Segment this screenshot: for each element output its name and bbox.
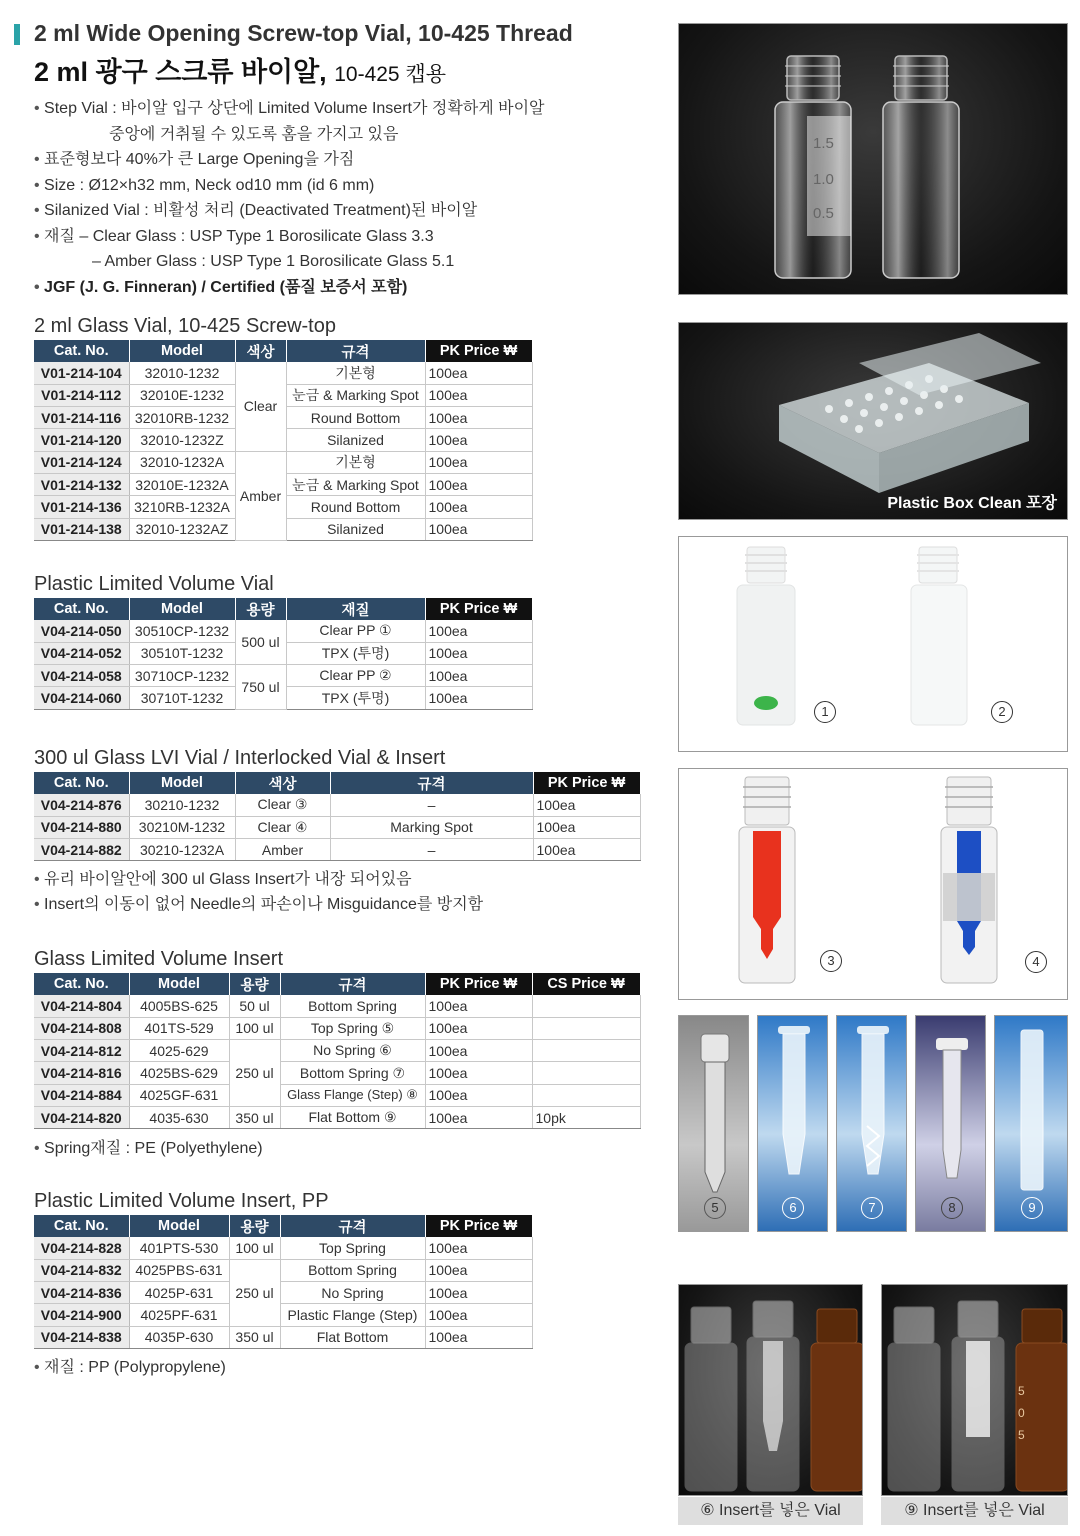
- cs-price: [532, 1017, 640, 1039]
- table-row: [34, 995, 640, 1017]
- spec: Silanized: [286, 429, 425, 451]
- table-row: [34, 362, 532, 384]
- model: 4025BS-629: [129, 1062, 229, 1084]
- cat-no: V04-214-876: [34, 794, 129, 816]
- cat-no: V04-214-060: [34, 687, 129, 709]
- cat-no: V04-214-884: [34, 1084, 129, 1106]
- scale-label: 1.5: [813, 135, 834, 152]
- cat-no: V04-214-804: [34, 995, 129, 1017]
- table-plastic-insert: [34, 1215, 533, 1349]
- price: 100ea: [425, 620, 532, 642]
- col-header: 재질: [286, 598, 425, 620]
- cat-no: V01-214-120: [34, 429, 129, 451]
- model: 30510T-1232: [129, 642, 235, 664]
- model: 32010E-1232: [129, 384, 235, 406]
- clear-vials-illustration: [679, 24, 1068, 295]
- cat-no: V04-214-832: [34, 1259, 129, 1281]
- table-lvi-vial: [34, 772, 641, 861]
- cat-no: V04-214-900: [34, 1304, 129, 1326]
- price: 100ea: [425, 1259, 532, 1281]
- vial-4: [941, 777, 997, 983]
- spec: Marking Spot: [330, 816, 533, 838]
- price: 100ea: [425, 1282, 532, 1304]
- price: 100ea: [425, 407, 532, 429]
- volume-cell: 750 ul: [235, 665, 286, 710]
- model: 30210-1232A: [129, 839, 235, 861]
- amber-mark: 0: [1018, 1406, 1025, 1420]
- price: 100ea: [425, 1040, 532, 1062]
- col-header: 용량: [229, 973, 280, 995]
- col-header: Model: [129, 598, 235, 620]
- col-header: PK Price ₩: [425, 1215, 532, 1237]
- vial-right: [883, 56, 959, 278]
- table-row: [34, 1062, 640, 1084]
- feature-item: • Size : Ø12×h32 mm, Neck od10 mm (id 6 mm): [34, 173, 634, 199]
- color-cell: Clear: [235, 362, 286, 451]
- spec: Flat Bottom ⑨: [280, 1106, 425, 1128]
- col-header: 용량: [235, 598, 286, 620]
- lvi-vials-illustration: [679, 769, 1068, 1000]
- col-header: Model: [129, 340, 235, 362]
- photo-insert-9: [994, 1015, 1068, 1232]
- page-title-en: 2 ml Wide Opening Screw-top Vial, 10-425 Thread: [34, 20, 573, 46]
- volume: 50 ul: [229, 995, 280, 1017]
- model: 4025PBS-631: [129, 1259, 229, 1281]
- section-title-plastic-insert: Plastic Limited Volume Insert, PP: [34, 1190, 329, 1212]
- color: Clear ③: [235, 794, 330, 816]
- spec: –: [330, 794, 533, 816]
- amber-mark: 5: [1018, 1384, 1025, 1398]
- col-header: PK Price ₩: [425, 340, 532, 362]
- cs-price: [532, 1040, 640, 1062]
- model: 4025-629: [129, 1040, 229, 1062]
- cat-no: V04-214-880: [34, 816, 129, 838]
- cat-no: V04-214-816: [34, 1062, 129, 1084]
- photo-plastic-vials: [678, 536, 1068, 752]
- table-glass-insert: [34, 973, 641, 1129]
- table-row: [34, 1259, 532, 1281]
- photo-insert-6: [757, 1015, 828, 1232]
- cat-no: V01-214-124: [34, 451, 129, 473]
- volume: 100 ul: [229, 1017, 280, 1039]
- price: 100ea: [425, 429, 532, 451]
- cat-no: V01-214-116: [34, 407, 129, 429]
- col-header: Cat. No.: [34, 973, 129, 995]
- table-row: [34, 1106, 640, 1128]
- col-header: 규격: [330, 772, 533, 794]
- price: 100ea: [425, 1326, 532, 1348]
- model: 30510CP-1232: [129, 620, 235, 642]
- vial-insert-9-illustration: [882, 1285, 1068, 1496]
- feature-item: • JGF (J. G. Finneran) / Certified (품질 보증서 포함): [34, 275, 634, 301]
- price: 100ea: [425, 473, 532, 495]
- photo-insert-8: [915, 1015, 986, 1232]
- col-header: 규격: [280, 973, 425, 995]
- scale-label: 1.0: [813, 171, 834, 188]
- cat-no: V04-214-882: [34, 839, 129, 861]
- model: 4025P-631: [129, 1282, 229, 1304]
- col-header: 색상: [235, 340, 286, 362]
- table-header-row: [34, 772, 640, 794]
- cat-no: V04-214-812: [34, 1040, 129, 1062]
- photo-insert-5: [678, 1015, 749, 1232]
- box-caption: Plastic Box Clean 포장: [887, 495, 1057, 512]
- cs-price: [532, 1084, 640, 1106]
- color: Clear ④: [235, 816, 330, 838]
- vial-3: [739, 777, 795, 983]
- table-glass-vial: [34, 340, 533, 541]
- price: 100ea: [425, 687, 532, 709]
- price: 100ea: [533, 816, 640, 838]
- spec: Silanized: [286, 518, 425, 540]
- model: 30710CP-1232: [129, 665, 235, 687]
- cat-no: V04-214-052: [34, 642, 129, 664]
- col-header: Cat. No.: [34, 598, 129, 620]
- col-header: PK Price ₩: [533, 772, 640, 794]
- cs-price: [532, 995, 640, 1017]
- marker-2: 2: [991, 701, 1013, 723]
- spec: 눈금 & Marking Spot: [286, 473, 425, 495]
- table-row: [34, 451, 532, 473]
- feature-item: • Step Vial : 바이알 입구 상단에 Limited Volume Insert가 정확하게 바이알: [34, 96, 634, 122]
- cat-no: V04-214-828: [34, 1237, 129, 1259]
- photo-vial-with-insert-9: [881, 1284, 1068, 1496]
- vial-tpx: [911, 547, 967, 725]
- model: 4025GF-631: [129, 1084, 229, 1106]
- title-ko-sub: 10-425 캡용: [334, 63, 447, 86]
- table-header-row: [34, 340, 532, 362]
- col-header: Cat. No.: [34, 1215, 129, 1237]
- spec: Round Bottom: [286, 496, 425, 518]
- vial-pp: [737, 547, 795, 725]
- price: 100ea: [425, 1106, 532, 1128]
- price: 100ea: [425, 665, 532, 687]
- cat-no: V04-214-050: [34, 620, 129, 642]
- amber-mark: 5: [1018, 1428, 1025, 1442]
- col-header: Cat. No.: [34, 340, 129, 362]
- table-row: [34, 816, 640, 838]
- cs-price: [532, 1062, 640, 1084]
- col-header: Model: [129, 1215, 229, 1237]
- spec: TPX (투명): [286, 687, 425, 709]
- volume: 100 ul: [229, 1237, 280, 1259]
- spec: Clear PP ②: [286, 665, 425, 687]
- table-row: [34, 794, 640, 816]
- photo-vial-with-insert-6: [678, 1284, 863, 1496]
- col-header: PK Price ₩: [425, 973, 532, 995]
- model: 32010RB-1232: [129, 407, 235, 429]
- col-header: 규격: [280, 1215, 425, 1237]
- spec: Glass Flange (Step) ⑧: [280, 1084, 425, 1106]
- photo-insert-7: [836, 1015, 907, 1232]
- marker-6: 6: [782, 1197, 804, 1219]
- table-row: [34, 1304, 532, 1326]
- model: 4025PF-631: [129, 1304, 229, 1326]
- model: 32010-1232AZ: [129, 518, 235, 540]
- volume-cell: 500 ul: [235, 620, 286, 665]
- model: 32010-1232Z: [129, 429, 235, 451]
- col-header: 용량: [229, 1215, 280, 1237]
- cat-no: V04-214-820: [34, 1106, 129, 1128]
- photo-clear-vials: [678, 23, 1068, 295]
- table-row: [34, 1084, 640, 1106]
- marker-7: 7: [861, 1197, 883, 1219]
- model: 4035-630: [129, 1106, 229, 1128]
- table-row: [34, 620, 532, 642]
- col-header: 색상: [235, 772, 330, 794]
- price: 100ea: [425, 1062, 532, 1084]
- cat-no: V01-214-138: [34, 518, 129, 540]
- feature-item: • Silanized Vial : 비활성 처리 (Deactivated Treatment)된 바이알: [34, 198, 634, 224]
- model: 401TS-529: [129, 1017, 229, 1039]
- table-header-row: [34, 1215, 532, 1237]
- section-title-lvi-vial: 300 ul Glass LVI Vial / Interlocked Vial & Insert: [34, 747, 446, 769]
- price: 100ea: [425, 1237, 532, 1259]
- price: 100ea: [425, 518, 532, 540]
- title-ko-main: 2 ml 광구 스크류 바이알,: [34, 57, 327, 87]
- photo-plastic-box: [678, 322, 1068, 520]
- price: 100ea: [425, 496, 532, 518]
- price: 100ea: [425, 451, 532, 473]
- model: 3210RB-1232A: [129, 496, 235, 518]
- plastic-insert-note: • 재질 : PP (Polypropylene): [34, 1354, 226, 1377]
- model: 401PTS-530: [129, 1237, 229, 1259]
- photo-lvi-vials: [678, 768, 1068, 1000]
- price: 100ea: [533, 839, 640, 861]
- model: 32010-1232: [129, 362, 235, 384]
- spec: Clear PP ①: [286, 620, 425, 642]
- cat-no: V01-214-112: [34, 384, 129, 406]
- price: 100ea: [425, 1304, 532, 1326]
- col-header: PK Price ₩: [425, 598, 532, 620]
- table-row: [34, 1282, 532, 1304]
- spec: TPX (투명): [286, 642, 425, 664]
- lvi-note: • 유리 바이알안에 300 ul Glass Insert가 내장 되어있음: [34, 866, 412, 889]
- feature-list: [34, 96, 634, 300]
- color: Amber: [235, 839, 330, 861]
- spec: Flat Bottom: [280, 1326, 425, 1348]
- volume: 350 ul: [229, 1106, 280, 1128]
- spec: –: [330, 839, 533, 861]
- cs-price: 10pk: [532, 1106, 640, 1128]
- vial-left: [775, 56, 851, 278]
- cat-no: V04-214-836: [34, 1282, 129, 1304]
- cat-no: V01-214-136: [34, 496, 129, 518]
- page-title-ko: [34, 50, 446, 89]
- price: 100ea: [425, 642, 532, 664]
- model: 30710T-1232: [129, 687, 235, 709]
- spec: No Spring: [280, 1282, 425, 1304]
- spec: 기본형: [286, 362, 425, 384]
- feature-item: 중앙에 거취될 수 있도록 홈을 가지고 있음: [109, 125, 399, 143]
- cat-no: V01-214-104: [34, 362, 129, 384]
- lvi-note: • Insert의 이동이 없어 Needle의 파손이나 Misguidance를 방지함: [34, 891, 483, 914]
- price: 100ea: [425, 384, 532, 406]
- spec: Bottom Spring ⑦: [280, 1062, 425, 1084]
- spec: 기본형: [286, 451, 425, 473]
- table-header-row: [34, 973, 640, 995]
- marker-1: 1: [814, 701, 836, 723]
- price: 100ea: [425, 1084, 532, 1106]
- title-accent-bar: [14, 24, 20, 45]
- vial-insert-6-illustration: [679, 1285, 863, 1496]
- table-row: [34, 1040, 640, 1062]
- table-row: [34, 839, 640, 861]
- model: 32010-1232A: [129, 451, 235, 473]
- model: 4005BS-625: [129, 995, 229, 1017]
- col-header: Model: [129, 973, 229, 995]
- model: 30210M-1232: [129, 816, 235, 838]
- feature-item: – Amber Glass : USP Type 1 Borosilicate Glass 5.1: [92, 253, 455, 270]
- caption-vial-insert-6: ⑥ Insert를 넣은 Vial: [678, 1497, 863, 1525]
- cat-no: V04-214-058: [34, 665, 129, 687]
- section-title-glass-insert: Glass Limited Volume Insert: [34, 948, 283, 970]
- marker-4: 4: [1025, 951, 1047, 973]
- price: 100ea: [425, 362, 532, 384]
- marker-5: 5: [704, 1197, 726, 1219]
- table-row: [34, 1326, 532, 1348]
- table-header-row: [34, 598, 532, 620]
- cat-no: V04-214-838: [34, 1326, 129, 1348]
- glass-insert-note: • Spring재질 : PE (Polyethylene): [34, 1135, 263, 1158]
- marker-9: 9: [1021, 1197, 1043, 1219]
- spec: Plastic Flange (Step): [280, 1304, 425, 1326]
- col-header: 규격: [286, 340, 425, 362]
- price: 100ea: [533, 794, 640, 816]
- price: 100ea: [425, 1017, 532, 1039]
- volume-cell: 250 ul: [229, 1040, 280, 1107]
- spec: Bottom Spring: [280, 995, 425, 1017]
- spec: No Spring ⑥: [280, 1040, 425, 1062]
- col-header: Model: [129, 772, 235, 794]
- cat-no: V01-214-132: [34, 473, 129, 495]
- feature-item: • 표준형보다 40%가 큰 Large Opening을 가짐: [34, 147, 634, 173]
- marker-3: 3: [820, 950, 842, 972]
- table-plastic-lv-vial: [34, 598, 533, 710]
- spec: Top Spring: [280, 1237, 425, 1259]
- model: 32010E-1232A: [129, 473, 235, 495]
- caption-vial-insert-9: ⑨ Insert를 넣은 Vial: [881, 1497, 1068, 1525]
- section-title-glass-vial: 2 ml Glass Vial, 10-425 Screw-top: [34, 315, 336, 337]
- color-cell: Amber: [235, 451, 286, 540]
- table-row: [34, 665, 532, 687]
- marker-8: 8: [941, 1197, 963, 1219]
- spec: Bottom Spring: [280, 1259, 425, 1281]
- model: 30210-1232: [129, 794, 235, 816]
- spec: Top Spring ⑤: [280, 1017, 425, 1039]
- cat-no: V04-214-808: [34, 1017, 129, 1039]
- volume-cell: 250 ul: [229, 1259, 280, 1326]
- table-row: [34, 1237, 532, 1259]
- col-header: CS Price ₩: [532, 973, 640, 995]
- spec: Round Bottom: [286, 407, 425, 429]
- spec: 눈금 & Marking Spot: [286, 384, 425, 406]
- feature-item: • 재질 – Clear Glass : USP Type 1 Borosilicate Glass 3.3: [34, 224, 634, 250]
- volume: 350 ul: [229, 1326, 280, 1348]
- scale-label: 0.5: [813, 205, 834, 222]
- section-title-plastic-lv-vial: Plastic Limited Volume Vial: [34, 573, 274, 595]
- col-header: Cat. No.: [34, 772, 129, 794]
- table-row: [34, 1017, 640, 1039]
- model: 4035P-630: [129, 1326, 229, 1348]
- price: 100ea: [425, 995, 532, 1017]
